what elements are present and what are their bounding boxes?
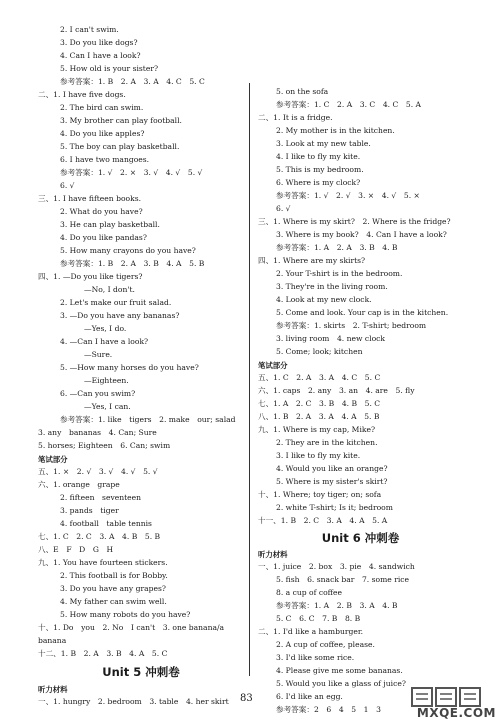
section-line: 四、1. —Do you like tigers? xyxy=(38,272,143,281)
text-line: 4. Please give me some bananas. xyxy=(276,666,403,675)
text-line: 4. Can I have a look? xyxy=(60,51,141,60)
text-line: 3. I'd like some rice. xyxy=(276,653,355,662)
text-line: —No, I don't. xyxy=(84,285,135,294)
section-line: 四、1. Where are my skirts? xyxy=(258,256,366,265)
section-line: 二、1. It is a fridge. xyxy=(258,113,333,122)
text-line: 2. A cup of coffee, please. xyxy=(276,640,375,649)
text-line: 3. living room 4. new clock xyxy=(276,334,386,343)
answer-key-line: 参考答案：1. C 2. A 3. C 4. C 5. A xyxy=(276,100,422,109)
text-line: 6. —Can you swim? xyxy=(60,389,136,398)
text-line: 2. white T-shirt; Is it; bedroom xyxy=(276,503,393,512)
site-watermark xyxy=(410,686,496,720)
section-line: 五、1. × 2. √ 3. √ 4. √ 5. √ xyxy=(38,467,158,476)
text-line: 5. on the sofa xyxy=(276,87,329,96)
text-line: 4. My father can swim well. xyxy=(60,597,167,606)
answer-key-line: 参考答案：1. A 2. A 3. B 4. B xyxy=(276,243,398,252)
text-line: 3. He can play basketball. xyxy=(60,220,160,229)
answer-key-line: 参考答案：1. skirts 2. T-shirt; bedroom xyxy=(276,321,427,330)
text-line: 5. The boy can play basketball. xyxy=(60,142,180,151)
text-line: 5. How many robots do you have? xyxy=(60,610,191,619)
section-line: 二、1. I'd like a hamburger. xyxy=(258,627,364,636)
section-line: 九、1. You have fourteen stickers. xyxy=(38,558,168,567)
text-line: 3. Look at my new table. xyxy=(276,139,371,148)
listening-material-heading: 听力材料 xyxy=(38,685,68,694)
listening-material-heading: 听力材料 xyxy=(258,550,288,559)
answer-key-line: 参考答案：1. like tigers 2. make our; salad xyxy=(60,415,236,424)
text-line: 5. horses; Eighteen 6. Can; swim xyxy=(38,441,171,450)
text-line: 6. I have two mangoes. xyxy=(60,155,150,164)
text-line: 5. Would you like a glass of juice? xyxy=(276,679,406,688)
section-line: 八、E F D G H xyxy=(38,545,114,554)
text-line: —Eighteen. xyxy=(84,376,129,385)
section-line: 十、1. Where; toy tiger; on; sofa xyxy=(258,490,382,499)
text-line: 5. How many crayons do you have? xyxy=(60,246,196,255)
text-line: 3. Do you have any grapes? xyxy=(60,584,166,593)
text-line: 3. —Do you have any bananas? xyxy=(60,311,180,320)
text-line: 2. This football is for Bobby. xyxy=(60,571,168,580)
section-line: 六、1. orange grape xyxy=(38,480,120,489)
text-line: 5. Where is my sister's skirt? xyxy=(276,477,388,486)
section-line: 二、1. I have five dogs. xyxy=(38,90,126,99)
text-line: 3. They're in the living room. xyxy=(276,282,388,291)
text-line: 5. Come; look; kitchen xyxy=(276,347,363,356)
text-line: 4. —Can I have a look? xyxy=(60,337,149,346)
text-line: 6. √ xyxy=(60,181,75,190)
text-line: 4. Would you like an orange? xyxy=(276,464,388,473)
text-line: 5. Come and look. Your cap is in the kitchen. xyxy=(276,308,449,317)
text-line: banana xyxy=(38,636,67,645)
section-line: 十二、1. B 2. A 3. B 4. A 5. C xyxy=(38,649,168,658)
section-line: 五、1. C 2. A 3. A 4. C 5. C xyxy=(258,373,381,382)
answer-key-line: 参考答案：1. B 2. A 3. A 4. C 5. C xyxy=(60,77,205,86)
answer-key-line: 参考答案：1. B 2. A 3. B 4. A 5. B xyxy=(60,259,205,268)
text-line: 4. Do you like apples? xyxy=(60,129,145,138)
section-line: 一、1. juice 2. box 3. pie 4. sandwich xyxy=(258,562,415,571)
text-line: 3. I like to fly my kite. xyxy=(276,451,361,460)
text-line: 4. Look at my new clock. xyxy=(276,295,372,304)
text-line: 3. any bananas 4. Can; Sure xyxy=(38,428,157,437)
section-line: 三、1. I have fifteen books. xyxy=(38,194,142,203)
section-line: 八、1. B 2. A 3. A 4. A 5. B xyxy=(258,412,380,421)
text-line: 4. I like to fly my kite. xyxy=(276,152,361,161)
text-line: 3. My brother can play football. xyxy=(60,116,182,125)
text-line: 6. I'd like an egg. xyxy=(276,692,343,701)
answer-key-line: 参考答案：1. A 2. B 3. A 4. B xyxy=(276,601,398,610)
text-line: 3. Where is my book? 4. Can I have a look? xyxy=(276,230,447,239)
answer-key-line: 参考答案：1. √ 2. × 3. √ 4. √ 5. √ xyxy=(60,168,203,177)
section-line: 一、1. hungry 2. bedroom 3. table 4. her skirt xyxy=(38,697,229,706)
text-line: —Yes, I can. xyxy=(84,402,131,411)
text-line: 5. fish 6. snack bar 7. some rice xyxy=(276,575,410,584)
unit-5-heading: Unit 5 冲刺卷 xyxy=(102,665,180,679)
section-line: 九、1. Where is my cap, Mike? xyxy=(258,425,376,434)
written-section-heading: 笔试部分 xyxy=(258,361,288,370)
text-line: 5. How old is your sister? xyxy=(60,64,159,73)
page-number: 83 xyxy=(240,693,253,704)
section-line: 十、1. Do you 2. No I can't 3. one banana/a xyxy=(38,623,225,632)
section-line: 十一、1. B 2. C 3. A 4. A 5. A xyxy=(258,516,388,525)
text-line: 5. C 6. C 7. B 8. B xyxy=(276,614,361,623)
text-line: 3. pands tiger xyxy=(60,506,119,515)
unit-6-heading: Unit 6 冲刺卷 xyxy=(321,531,400,545)
text-line: 2. Let's make our fruit salad. xyxy=(60,298,172,307)
text-line: 2. Your T-shirt is in the bedroom. xyxy=(276,269,403,278)
section-line: 七、1. C 2. C 3. A 4. B 5. B xyxy=(38,532,161,541)
text-line: 8. a cup of coffee xyxy=(276,588,343,597)
text-line: 5. —How many horses do you have? xyxy=(60,363,199,372)
section-line: 三、1. Where is my skirt? 2. Where is the fridge? xyxy=(258,217,451,226)
text-line: 6. Where is my clock? xyxy=(276,178,361,187)
text-line: 6. √ xyxy=(276,204,291,213)
text-line: —Sure. xyxy=(84,350,113,359)
text-line: 2. fifteen seventeen xyxy=(60,493,142,502)
text-line: —Yes, I do. xyxy=(84,324,127,333)
text-line: 2. My mother is in the kitchen. xyxy=(276,126,395,135)
section-line: 六、1. caps 2. any 3. an 4. are 5. fly xyxy=(258,386,415,395)
text-line: 2. What do you have? xyxy=(60,207,143,216)
text-line: 2. They are in the kitchen. xyxy=(276,438,378,447)
text-line: 5. This is my bedroom. xyxy=(276,165,364,174)
section-line: 七、1. A 2. C 3. B 4. B 5. C xyxy=(258,399,381,408)
text-line: 4. football table tennis xyxy=(60,519,152,528)
column-divider xyxy=(249,83,250,676)
answer-key-line: 参考答案：1. √ 2. √ 3. × 4. √ 5. × xyxy=(276,191,420,200)
text-line: 2. The bird can swim. xyxy=(60,103,144,112)
text-line: 4. Do you like pandas? xyxy=(60,233,147,242)
written-section-heading: 笔试部分 xyxy=(38,455,68,464)
text-line: 2. I can't swim. xyxy=(60,25,119,34)
answer-key-line: 参考答案：2 6 4 5 1 3 xyxy=(276,705,381,714)
text-line: 3. Do you like dogs? xyxy=(60,38,138,47)
watermark-text: MXQE.COM xyxy=(416,706,496,720)
